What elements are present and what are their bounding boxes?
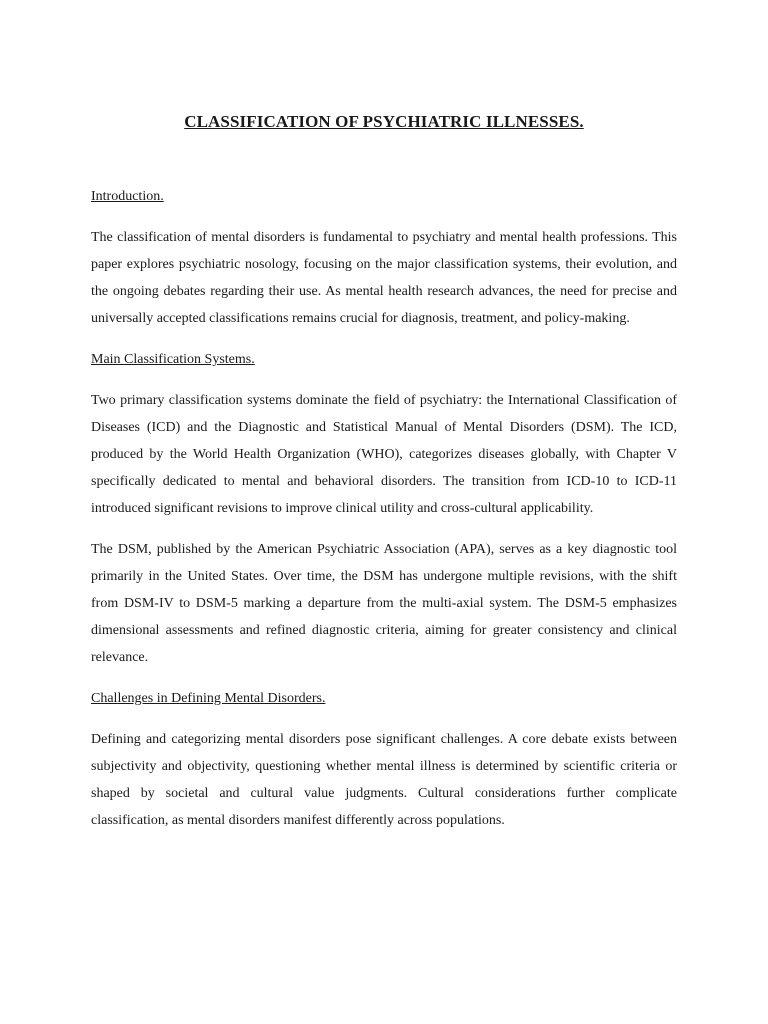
document-body <box>91 183 677 848</box>
paragraph: Defining and categorizing mental disorders pose significant challenges. A core debate exists between subjectivity and objectivity, questioning whether mental illness is determined by scientific criteria or shaped by societal and cultural value judgments. Cultural considerations further complicate classification, as mental disorders manifest differently across populations. <box>91 732 677 828</box>
section-heading-main-systems: Main Classification Systems. <box>91 352 255 367</box>
section-heading-introduction: Introduction. <box>91 189 164 204</box>
document-title: CLASSIFICATION OF PSYCHIATRIC ILLNESSES. <box>184 112 584 131</box>
section-heading-challenges: Challenges in Defining Mental Disorders. <box>91 691 326 706</box>
paragraph: The DSM, published by the American Psychiatric Association (APA), serves as a key diagnostic tool primarily in the United States. Over time, the DSM has undergone multiple revisions, with the shift from DSM-IV to DSM-5 marking a departure from the multi-axial system. The DSM-5 emphasizes dimensional assessments and refined diagnostic criteria, aiming for greater consistency and clinical relevance. <box>91 542 677 665</box>
paragraph: Two primary classification systems dominate the field of psychiatry: the International Classification of Diseases (ICD) and the Diagnostic and Statistical Manual of Mental Disorders (DSM). The ICD, produced by the World Health Organization (WHO), categorizes diseases globally, with Chapter V specifically dedicated to mental and behavioral disorders. The transition from ICD-10 to ICD-11 introduced significant revisions to improve clinical utility and cross-cultural applicability. <box>91 393 677 516</box>
paragraph: The classification of mental disorders is fundamental to psychiatry and mental health professions. This paper explores psychiatric nosology, focusing on the major classification systems, their evolution, and the ongoing debates regarding their use. As mental health research advances, the need for precise and universally accepted classifications remains crucial for diagnosis, treatment, and policy-making. <box>91 230 677 326</box>
